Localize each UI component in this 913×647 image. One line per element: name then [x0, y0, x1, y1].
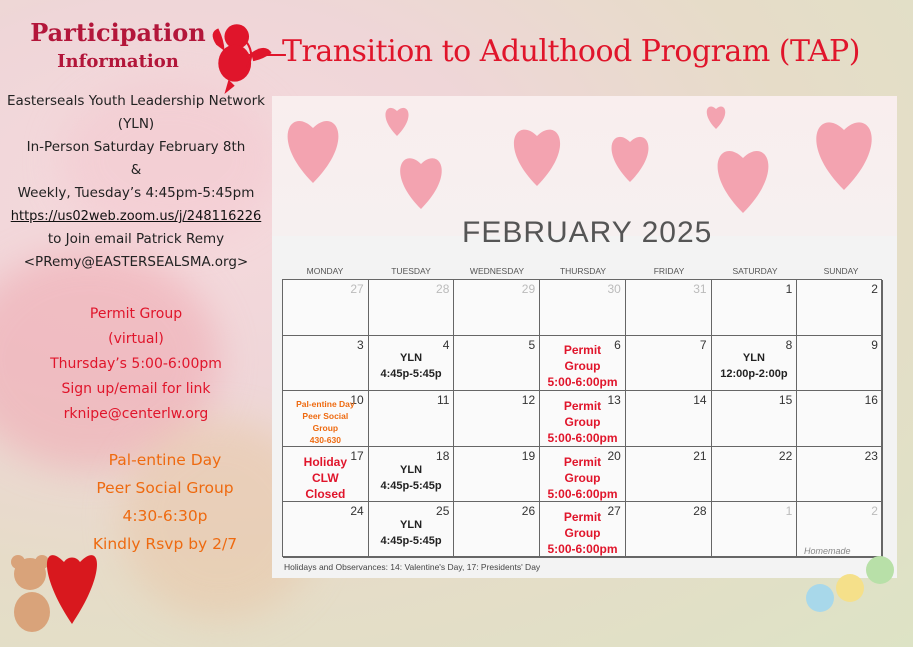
zoom-link[interactable]: https://us02web.zoom.us/j/248116226 — [10, 209, 262, 224]
day-number: 27 — [607, 504, 621, 519]
day-number: 4 — [442, 337, 450, 352]
day-number: 28 — [693, 504, 707, 519]
calendar — [272, 96, 897, 578]
calendar-grid — [282, 279, 882, 557]
yln-line: In-Person Saturday February 8th — [26, 139, 246, 155]
holidays-footer: Holidays and Observances: 14: Valentine's Day, 17: Presidents' Day — [284, 562, 541, 572]
calendar-day-cell — [454, 447, 540, 503]
brand-logo: Homemade — [804, 546, 851, 556]
calendar-day-cell — [626, 280, 712, 336]
day-number: 13 — [607, 393, 621, 408]
calendar-day-cell — [454, 280, 540, 336]
day-number: 11 — [436, 393, 450, 408]
day-number: 23 — [864, 448, 878, 463]
teddy-bear-heart-icon — [2, 534, 112, 634]
calendar-day-cell — [712, 447, 798, 503]
permit-info — [0, 302, 272, 427]
calendar-day-cell — [540, 336, 626, 392]
day-number: 15 — [778, 393, 793, 408]
palentine-line: Peer Social Group — [96, 479, 234, 497]
day-number: 3 — [357, 337, 364, 352]
calendar-day-cell — [283, 502, 369, 558]
palentine-line: Pal-entine Day — [108, 451, 222, 469]
calendar-day-cell — [454, 502, 540, 558]
day-number: 24 — [350, 504, 364, 519]
yln-line: & — [130, 162, 142, 178]
day-number: 30 — [607, 282, 621, 296]
calendar-event: YLN 12:00p-2:00p — [720, 352, 788, 381]
calendar-event: Permit Group 5:00-6:00pm — [547, 398, 618, 445]
calendar-event: YLN 4:45p-5:45p — [380, 463, 442, 492]
calendar-day-cell — [797, 336, 883, 392]
yln-line: Easterseals Youth Leadership Network — [7, 93, 265, 109]
weekday-label: TUESDAY — [391, 266, 431, 276]
calendar-day-cell — [369, 336, 455, 392]
day-number: 27 — [350, 282, 364, 296]
title-line2: Information — [57, 51, 179, 72]
participation-title — [18, 18, 218, 72]
calendar-event: YLN 4:45p-5:45p — [380, 519, 442, 548]
calendar-day-cell — [626, 391, 712, 447]
day-number: 1 — [785, 504, 793, 519]
day-number: 21 — [693, 448, 707, 463]
permit-line: Thursday’s 5:00-6:00pm — [50, 356, 222, 372]
calendar-day-cell — [712, 502, 798, 558]
calendar-day-cell — [540, 280, 626, 336]
calendar-event: Permit Group 5:00-6:00pm — [547, 454, 618, 501]
day-number: 12 — [521, 393, 536, 408]
palentine-line: Kindly Rsvp by 2/7 — [92, 535, 238, 553]
day-number: 19 — [521, 448, 536, 463]
day-number: 26 — [521, 504, 536, 519]
yln-info — [0, 90, 272, 274]
calendar-day-cell — [283, 336, 369, 392]
title-line1: Participation — [30, 18, 206, 47]
month-title: FEBRUARY 2025 — [462, 216, 713, 249]
day-number: 10 — [350, 393, 364, 408]
calendar-day-cell — [626, 502, 712, 558]
day-number: 18 — [436, 448, 450, 463]
yln-line: (YLN) — [117, 116, 155, 132]
day-number: 14 — [693, 393, 707, 408]
main-title: Transition to Adulthood Program (TAP) — [282, 34, 860, 69]
calendar-day-cell — [369, 502, 455, 558]
day-number: 31 — [693, 282, 707, 296]
candy-hearts-icon — [800, 548, 900, 618]
day-number: 6 — [614, 337, 621, 352]
calendar-event: Holiday CLW Closed — [303, 454, 348, 501]
day-number: 25 — [436, 504, 450, 519]
calendar-day-cell — [626, 336, 712, 392]
calendar-day-cell — [369, 280, 455, 336]
calendar-day-cell — [283, 447, 369, 503]
permit-line: Permit Group — [89, 306, 183, 322]
calendar-day-cell — [454, 336, 540, 392]
calendar-day-cell — [540, 502, 626, 558]
calendar-day-cell — [540, 391, 626, 447]
calendar-day-cell — [454, 391, 540, 447]
calendar-day-cell — [283, 391, 369, 447]
day-number: 16 — [864, 393, 878, 408]
weekday-label: THURSDAY — [559, 266, 607, 276]
hearts-decoration-icon — [272, 96, 897, 236]
yln-line: <PRemy@EASTERSEALSMA.org> — [23, 254, 249, 270]
calendar-day-cell — [626, 447, 712, 503]
day-number: 22 — [778, 448, 793, 463]
calendar-day-cell — [369, 391, 455, 447]
day-number: 29 — [521, 282, 536, 296]
day-number: 9 — [871, 337, 878, 352]
calendar-day-cell — [712, 391, 798, 447]
cupid-icon — [206, 14, 288, 96]
calendar-event: Permit Group 5:00-6:00pm — [547, 510, 618, 557]
day-number: 20 — [607, 448, 621, 463]
day-number: 8 — [785, 337, 793, 352]
permit-line: Sign up/email for link — [61, 381, 211, 397]
day-number: 5 — [528, 337, 536, 352]
palentine-line: 4:30-6:30p — [122, 507, 208, 525]
calendar-event: YLN 4:45p-5:45p — [380, 352, 442, 381]
calendar-day-cell — [712, 336, 798, 392]
calendar-day-cell — [712, 280, 798, 336]
day-number: 2 — [871, 504, 878, 519]
weekday-label: FRIDAY — [653, 266, 685, 276]
day-number: 17 — [350, 448, 364, 463]
weekday-label: SUNDAY — [823, 266, 859, 276]
calendar-day-cell — [797, 391, 883, 447]
calendar-day-cell — [797, 447, 883, 503]
yln-line: to Join email Patrick Remy — [47, 231, 225, 247]
weekday-label: MONDAY — [306, 266, 344, 276]
weekday-label: SATURDAY — [732, 266, 778, 276]
calendar-event: Permit Group 5:00-6:00pm — [547, 343, 618, 390]
calendar-day-cell — [283, 280, 369, 336]
calendar-day-cell — [797, 280, 883, 336]
calendar-day-cell — [369, 447, 455, 503]
yln-line: Weekly, Tuesday’s 4:45pm-5:45pm — [17, 185, 255, 201]
weekday-label: WEDNESDAY — [469, 266, 525, 276]
day-number: 7 — [699, 337, 707, 352]
day-number: 28 — [436, 282, 450, 296]
calendar-day-cell — [540, 447, 626, 503]
day-number: 1 — [785, 282, 793, 296]
permit-line: (virtual) — [108, 331, 164, 347]
hearts-banner — [272, 96, 897, 236]
day-number: 2 — [871, 282, 878, 296]
calendar-event: Pal-entine Day Peer Social Group 430-630 — [296, 398, 355, 445]
permit-line: rknipe@centerlw.org — [63, 406, 209, 422]
